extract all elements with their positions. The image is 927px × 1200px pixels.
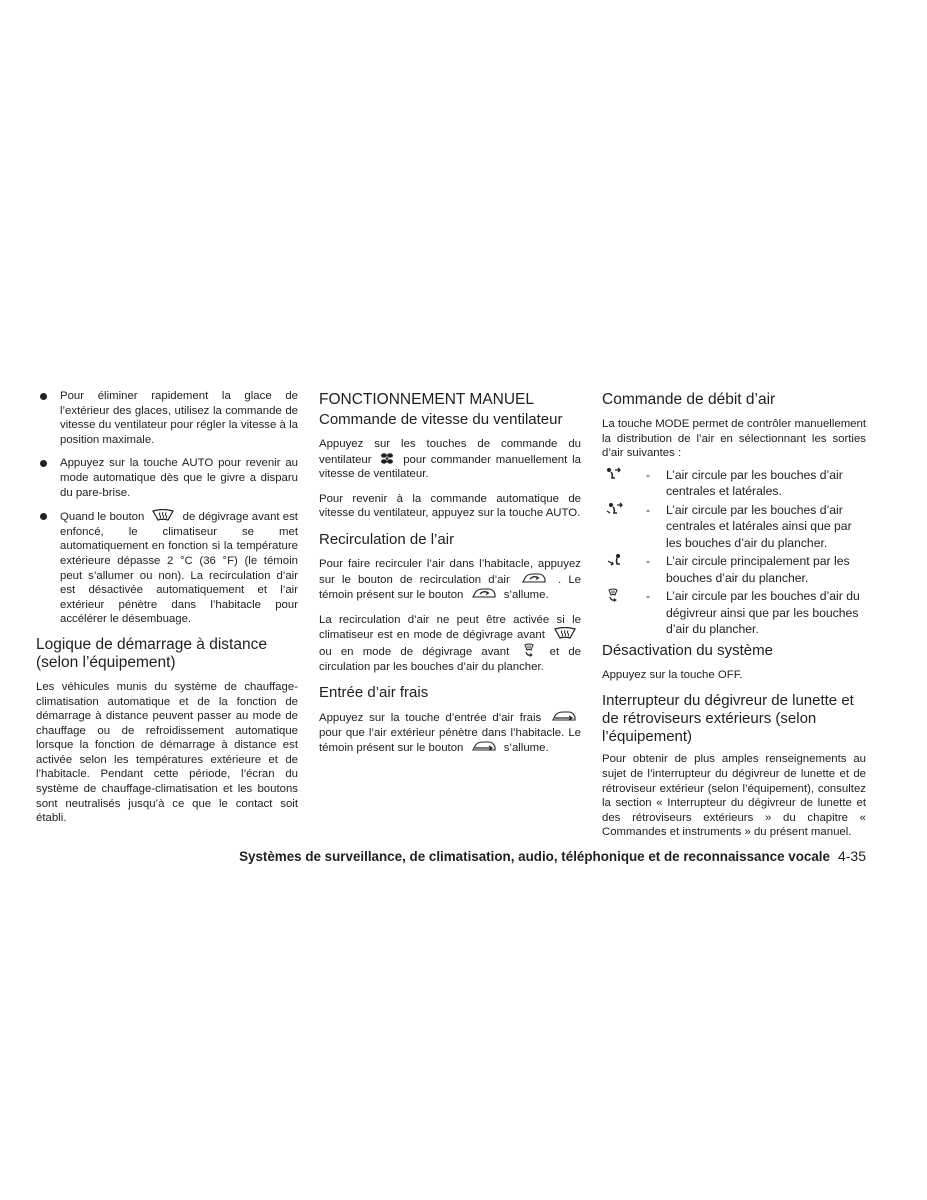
fresh-text-after: s’allume. bbox=[503, 742, 549, 755]
column-left bbox=[36, 389, 298, 836]
mode-dash: - bbox=[646, 467, 651, 482]
mode-dash: - bbox=[646, 502, 651, 517]
mode-item-bilevel bbox=[602, 502, 866, 552]
vent-floor-icon bbox=[606, 553, 624, 572]
bullet-item bbox=[36, 456, 298, 500]
chapter-title: Systèmes de surveillance, de climatisation, audio, téléphonique et de reconnaissance vocale bbox=[239, 849, 830, 864]
mode-text: L’air circule par les bouches d’air du dégivreur ainsi que par les bouches d’air du plancher. bbox=[666, 589, 860, 637]
recirc-text-mid: . Le témoin présent sur le bouton bbox=[319, 573, 582, 602]
column-right bbox=[602, 389, 866, 850]
recirculation-paragraph bbox=[319, 557, 581, 603]
bullet-dot bbox=[40, 393, 47, 400]
fan-speed-heading: Commande de vitesse du ventilateur bbox=[319, 411, 563, 428]
fresh-text-mid: pour que l’air extérieur pénètre dans l’habitacle. Le témoin présent sur le bouton bbox=[319, 726, 581, 755]
mode-dash: - bbox=[646, 554, 651, 569]
front-defrost-icon bbox=[151, 509, 175, 522]
recirculation-heading: Recirculation de l’air bbox=[319, 530, 455, 548]
fan-text-after: pour commander manuellement la vitesse de ventilateur. bbox=[319, 453, 581, 481]
recirculation-icon bbox=[471, 587, 497, 600]
bullet-text: Appuyez sur la touche AUTO pour revenir au mode automatique dès que le givre a disparu du pare-brise. bbox=[60, 457, 298, 499]
vent-floor-defrost-icon bbox=[606, 588, 620, 607]
fan-speed-paragraph bbox=[319, 437, 581, 482]
fresh-text-before: Appuyez sur la touche d’entrée d’air frais bbox=[319, 712, 542, 725]
rear-defroster-text: Pour obtenir de plus amples renseignements au sujet de l’interrupteur du dégivreur de lunette et de rétroviseur extérieur (selon l’équipement), consultez la section « Interrupteur du dégivreur de lunette et des rétroviseurs extérieurs » du chapitre « Commandes et instruments » du présent manuel. bbox=[602, 753, 866, 839]
recirculation-icon bbox=[521, 572, 547, 585]
recirculation-limit-paragraph bbox=[319, 613, 581, 674]
mode-dash: - bbox=[646, 589, 651, 604]
system-off-text: Appuyez sur la touche OFF. bbox=[602, 668, 743, 681]
remote-start-text: Les véhicules munis du système de chauffage-climatisation automatique et de la fonction de démarrage à distance peuvent passer au mode de chauffage ou de refroidissement automatique lorsque la fonction de démarrage à distance est activée selon les températures extérieure et de l’habitacle. Pendant cette période, l’écran du système de chauffage-climatisation et les boutons sont neutralisés jusqu’à ce que le contact soit établi. bbox=[36, 680, 298, 825]
bullet-text-before: Quand le bouton bbox=[60, 511, 145, 524]
bullet-text: Pour éliminer rapidement la glace de l’extérieur des glaces, utilisez la commande de vitesse du ventilateur pour régler la vitesse à la position maximale. bbox=[60, 390, 298, 446]
recirc-limit-before: La recirculation d’air ne peut être activée si le climatiseur est en mode de dégivrage avant bbox=[319, 613, 581, 642]
bullet-item bbox=[36, 389, 298, 447]
bullet-dot bbox=[40, 513, 47, 520]
remote-start-heading: Logique de démarrage à distance (selon l’équipement) bbox=[36, 635, 267, 671]
fresh-air-icon bbox=[551, 710, 577, 723]
mode-text: L’air circule principalement par les bouches d’air du plancher. bbox=[666, 554, 850, 585]
recirc-text-after: s’allume. bbox=[503, 589, 549, 602]
fan-icon bbox=[380, 452, 394, 465]
mode-text: L’air circule par les bouches d’air centrales et latérales. bbox=[666, 467, 843, 499]
vent-face-icon bbox=[606, 467, 622, 486]
bullet-text-after: de dégivrage avant est enfoncé, le climatiseur se met automatiquement en fonction si la température extérieure dépasse 2 °C (36 °F) (le témoin peut s’allumer ou non). La recirculation d’air est désactivée automatiquement et l’air extérieur pénètre dans l’habitacle pour accélérer le désembuage. bbox=[60, 511, 298, 626]
bullet-dot bbox=[40, 460, 47, 467]
airflow-heading: Commande de débit d’air bbox=[602, 391, 776, 408]
system-off-heading: Désactivation du système bbox=[602, 641, 773, 659]
mode-text: L’air circule par les bouches d’air centrales et latérales ainsi que par les bouches d’air du plancher. bbox=[666, 502, 852, 550]
floor-defrost-icon bbox=[522, 643, 536, 657]
mode-item-floor bbox=[602, 553, 866, 586]
section-heading: FONCTIONNEMENT MANUEL bbox=[319, 391, 535, 408]
mode-item-face bbox=[602, 467, 866, 500]
fan-auto-paragraph: Pour revenir à la commande automatique de vitesse du ventilateur, appuyez sur la touche AUTO. bbox=[319, 492, 581, 520]
fan-text-before: Appuyez sur les touches de commande du ventilateur bbox=[319, 438, 581, 466]
bullet-item bbox=[36, 509, 298, 627]
vent-bilevel-icon bbox=[606, 502, 624, 521]
page-number: 4-35 bbox=[837, 848, 866, 864]
fresh-air-paragraph bbox=[319, 710, 581, 756]
mode-item-floor-defrost bbox=[602, 588, 866, 638]
fresh-air-heading: Entrée d’air frais bbox=[319, 684, 429, 702]
recirc-text-before: Pour faire recirculer l’air dans l’habitacle, appuyez sur le bouton de recirculation d’air bbox=[319, 557, 581, 586]
recirc-limit-after: et de circulation par les bouches d’air du plancher. bbox=[319, 645, 582, 673]
front-defrost-icon bbox=[553, 627, 577, 640]
recirc-limit-mid: ou en mode de dégivrage avant bbox=[319, 645, 510, 658]
airflow-intro: La touche MODE permet de contrôler manuellement la distribution de l’air en sélectionnant les sorties d’air suivantes : bbox=[602, 418, 867, 460]
column-middle bbox=[319, 389, 581, 766]
rear-defroster-heading: Interrupteur du dégivreur de lunette et de rétroviseurs extérieurs (selon l’équipement) bbox=[602, 692, 854, 746]
page-footer bbox=[214, 848, 866, 864]
fresh-air-icon bbox=[471, 740, 497, 753]
